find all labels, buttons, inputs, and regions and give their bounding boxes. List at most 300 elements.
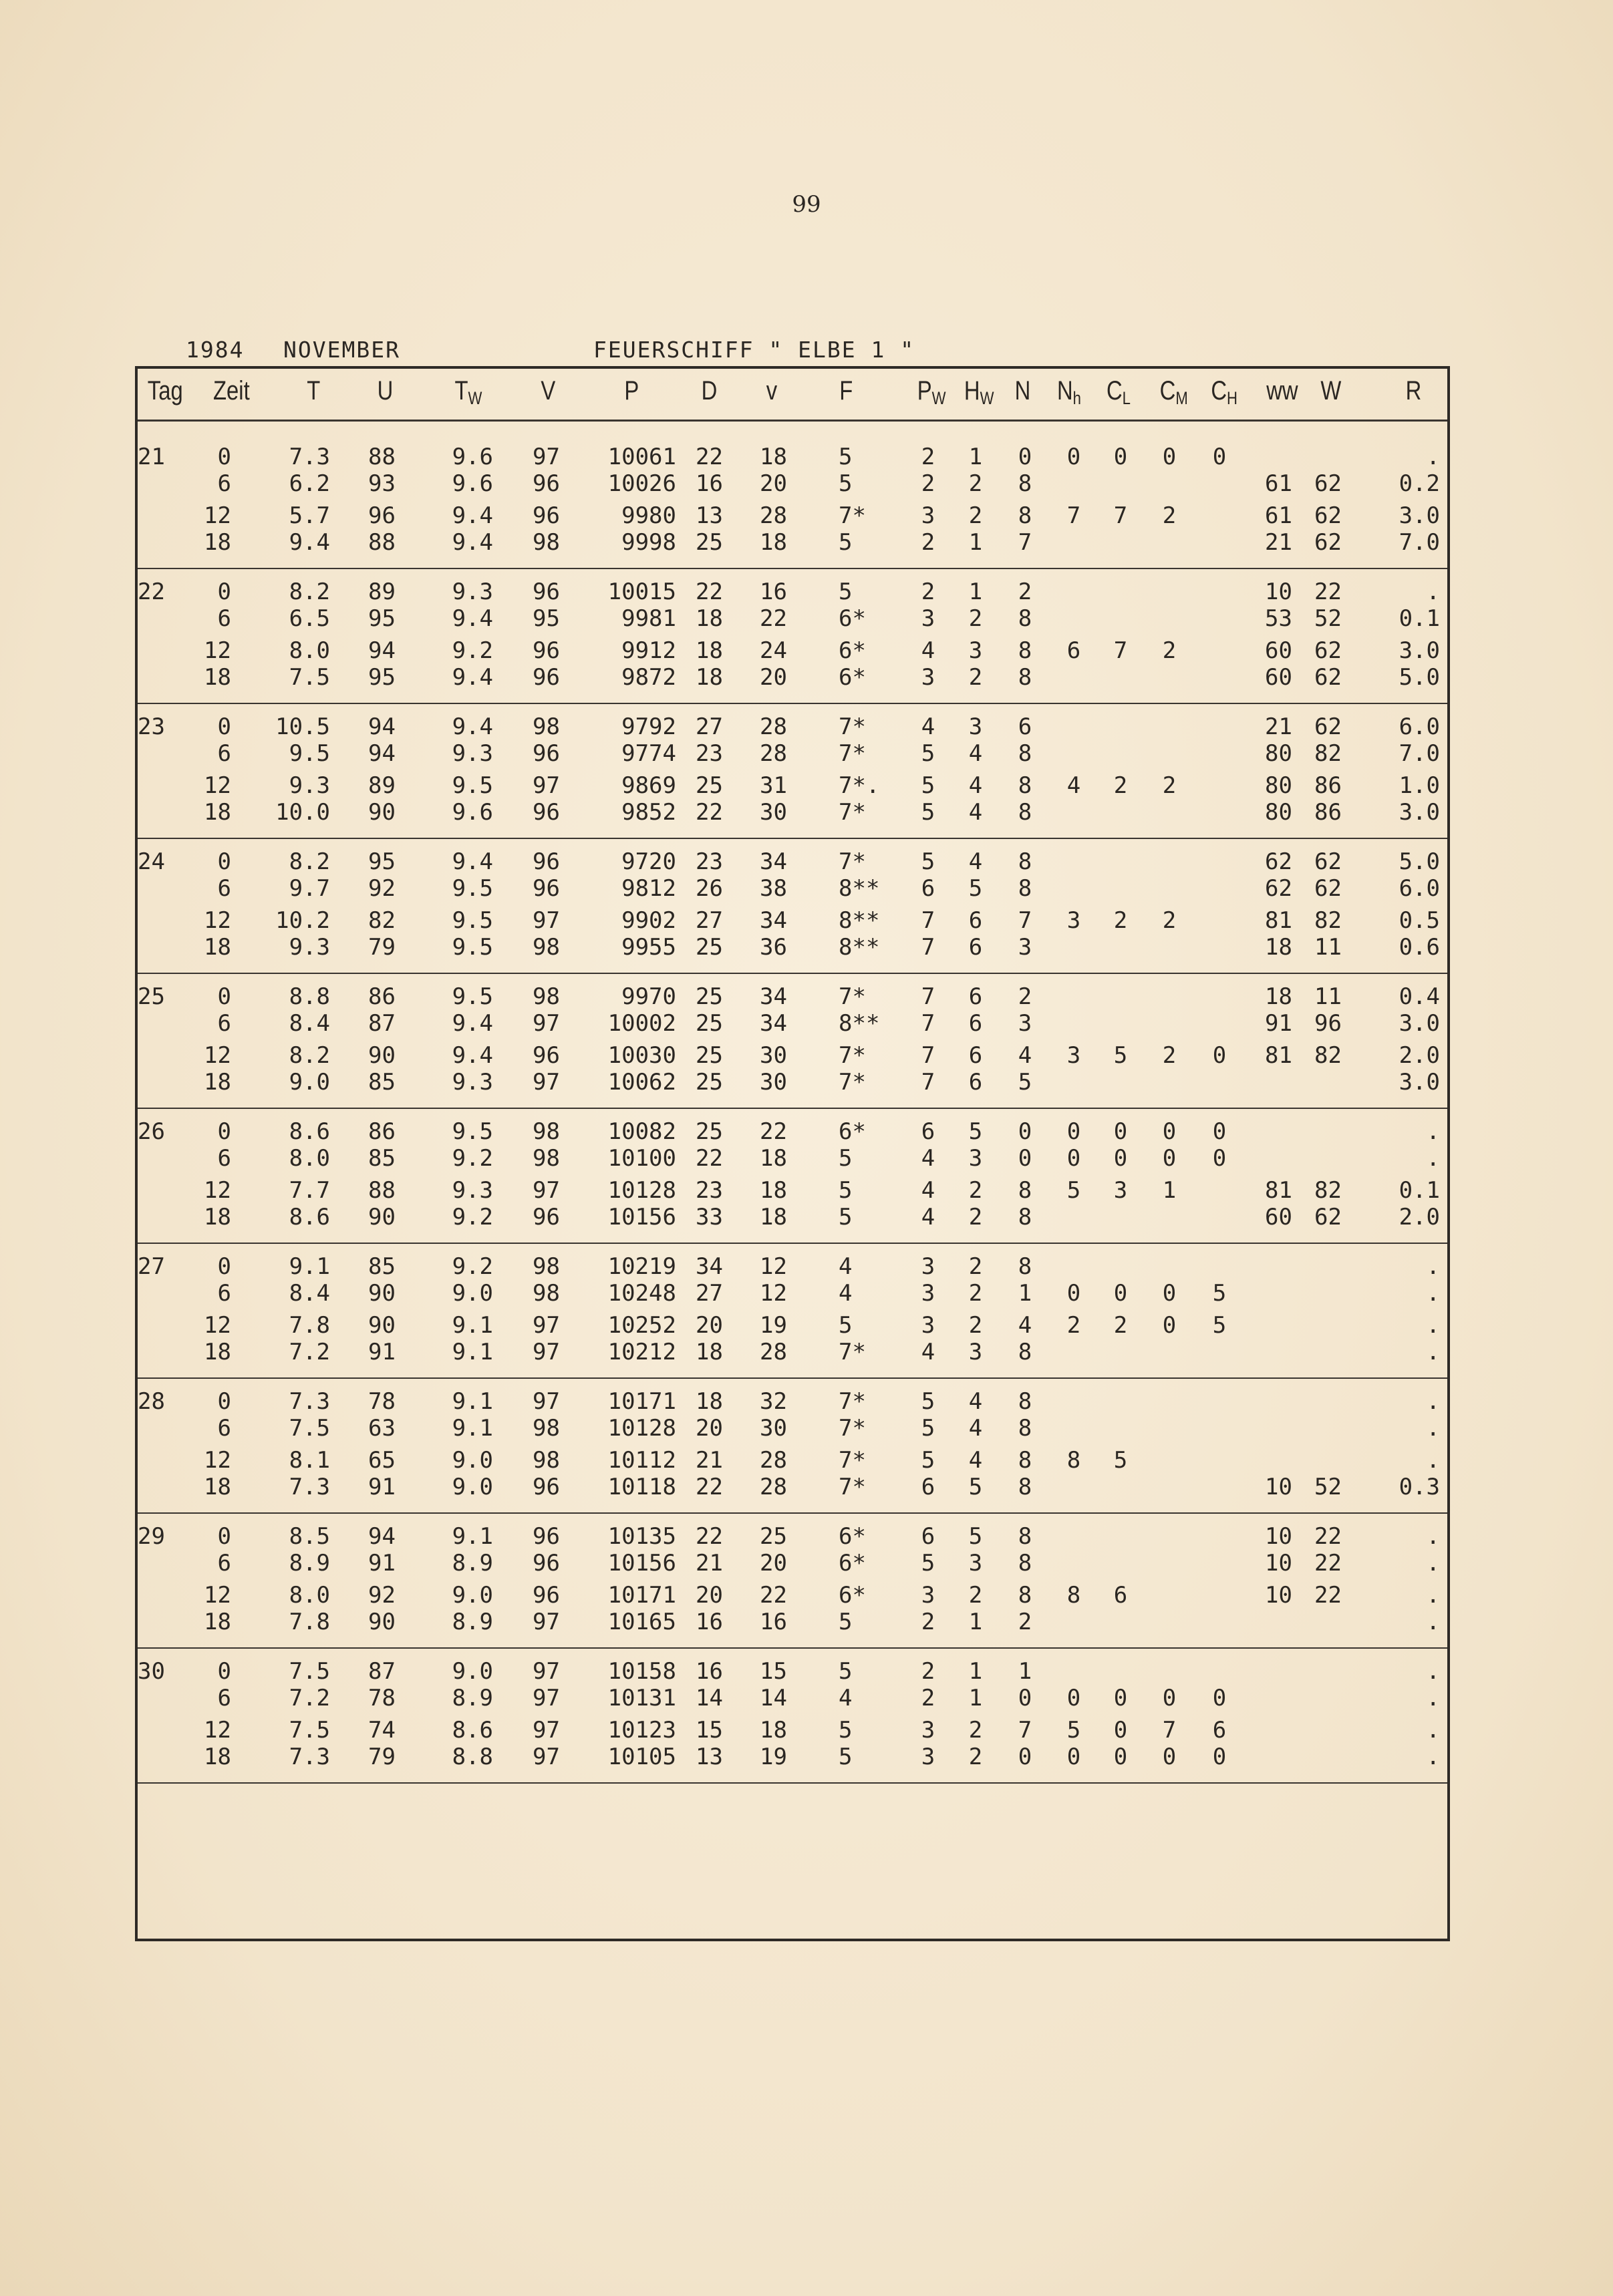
cell-tw: 9.3 [452, 740, 493, 767]
cell-t: 8.2 [289, 579, 330, 605]
cell-p: 10061 [607, 444, 676, 470]
cell-t: 7.2 [289, 1685, 330, 1711]
cell-d: 15 [696, 1717, 723, 1744]
cell-p: 10171 [607, 1388, 676, 1415]
cell-p: 9980 [621, 502, 676, 529]
cell-pw: 5 [921, 772, 935, 799]
cell-zeit: 18 [204, 1744, 231, 1770]
cell-hw: 5 [968, 875, 983, 902]
cell-r: 2.0 [1399, 1204, 1440, 1231]
cell-vv: 15 [760, 1658, 787, 1685]
cell-n: 8 [1018, 740, 1032, 767]
cell-w: 62 [1314, 664, 1342, 691]
cell-u: 94 [368, 1523, 396, 1550]
cell-r: . [1426, 1523, 1440, 1550]
cell-v: 96 [533, 1042, 560, 1069]
cell-cm: 0 [1162, 444, 1177, 470]
cell-n: 8 [1018, 502, 1032, 529]
cell-f: 5 [839, 1145, 853, 1172]
cell-ww: 81 [1265, 1042, 1292, 1069]
cell-tw: 8.9 [452, 1609, 493, 1635]
cell-t: 7.3 [289, 1744, 330, 1770]
cell-r: 0.3 [1399, 1474, 1440, 1500]
cell-w: 52 [1314, 1474, 1342, 1500]
cell-p: 9970 [621, 983, 676, 1010]
cell-f: 8** [839, 934, 880, 961]
cell-n: 2 [1018, 983, 1032, 1010]
cell-zeit: 18 [204, 1069, 231, 1096]
column-header-n: N [1014, 376, 1031, 405]
cell-d: 22 [696, 1523, 723, 1550]
cell-v: 98 [533, 983, 560, 1010]
cell-zeit: 12 [204, 502, 231, 529]
cell-t: 7.3 [289, 1474, 330, 1500]
cell-zeit: 6 [217, 740, 231, 767]
column-header-v: V [541, 376, 556, 405]
cell-tw: 9.0 [452, 1447, 493, 1474]
cell-zeit: 6 [217, 1280, 231, 1307]
cell-d: 16 [696, 1658, 723, 1685]
cell-f: 7* [839, 1474, 866, 1500]
cell-ww: 60 [1265, 1204, 1292, 1231]
cell-f: 4 [839, 1685, 853, 1711]
column-header-t: T [307, 376, 321, 405]
cell-p: 10171 [607, 1582, 676, 1609]
cell-pw: 4 [921, 1339, 935, 1365]
cell-pw: 6 [921, 875, 935, 902]
cell-v: 96 [533, 1474, 560, 1500]
cell-ww: 80 [1265, 772, 1292, 799]
cell-t: 8.0 [289, 1145, 330, 1172]
column-header-p: P [624, 376, 639, 405]
cell-d: 22 [696, 579, 723, 605]
cell-vv: 19 [760, 1744, 787, 1770]
cell-pw: 5 [921, 1388, 935, 1415]
cell-n: 8 [1018, 1204, 1032, 1231]
cell-f: 7* [839, 1415, 866, 1442]
column-header-d: D [701, 376, 718, 405]
cell-n: 8 [1018, 1253, 1032, 1280]
cell-vv: 25 [760, 1523, 787, 1550]
cell-d: 22 [696, 444, 723, 470]
cell-zeit: 12 [204, 1042, 231, 1069]
cell-v: 97 [533, 772, 560, 799]
cell-v: 96 [533, 848, 560, 875]
cell-t: 7.5 [289, 1717, 330, 1744]
cell-tw: 9.1 [452, 1339, 493, 1365]
cell-p: 9955 [621, 934, 676, 961]
cell-p: 10002 [607, 1010, 676, 1037]
cell-t: 6.2 [289, 470, 330, 497]
cell-tw: 8.9 [452, 1685, 493, 1711]
cell-pw: 6 [921, 1474, 935, 1500]
cell-v: 96 [533, 1550, 560, 1577]
cell-f: 4 [839, 1280, 853, 1307]
cell-zeit: 6 [217, 1010, 231, 1037]
cell-r: 3.0 [1399, 799, 1440, 826]
cell-f: 6* [839, 1523, 866, 1550]
cell-pw: 6 [921, 1118, 935, 1145]
cell-n: 0 [1018, 1145, 1032, 1172]
cell-u: 86 [368, 1118, 396, 1145]
day-separator [138, 838, 1447, 839]
cell-f: 5 [839, 470, 853, 497]
cell-tw: 9.5 [452, 983, 493, 1010]
cell-p: 10165 [607, 1609, 676, 1635]
cell-u: 90 [368, 799, 396, 826]
cell-ww: 53 [1265, 605, 1292, 632]
cell-zeit: 18 [204, 529, 231, 556]
cell-zeit: 6 [217, 1550, 231, 1577]
cell-tw: 9.5 [452, 875, 493, 902]
cell-r: 3.0 [1399, 637, 1440, 664]
cell-v: 96 [533, 502, 560, 529]
cell-hw: 6 [968, 1010, 983, 1037]
cell-cm: 2 [1162, 772, 1177, 799]
cell-f: 7* [839, 983, 866, 1010]
cell-nh: 0 [1066, 1118, 1081, 1145]
cell-zeit: 12 [204, 1312, 231, 1339]
cell-w: 11 [1314, 983, 1342, 1010]
cell-n: 2 [1018, 579, 1032, 605]
column-header-hw: $H_W$ [964, 376, 994, 408]
cell-f: 5 [839, 1609, 853, 1635]
cell-u: 88 [368, 444, 396, 470]
cell-u: 87 [368, 1010, 396, 1037]
column-header-pw: $P_W$ [917, 376, 946, 408]
cell-d: 20 [696, 1582, 723, 1609]
cell-ww: 21 [1265, 713, 1292, 740]
cell-zeit: 18 [204, 934, 231, 961]
cell-tw: 9.5 [452, 772, 493, 799]
cell-r: 0.5 [1399, 907, 1440, 934]
cell-p: 10248 [607, 1280, 676, 1307]
cell-tw: 9.0 [452, 1280, 493, 1307]
cell-v: 97 [533, 1177, 560, 1204]
cell-cm: 0 [1162, 1744, 1177, 1770]
cell-t: 7.8 [289, 1312, 330, 1339]
cell-n: 8 [1018, 799, 1032, 826]
cell-v: 98 [533, 1280, 560, 1307]
cell-r: . [1426, 1312, 1440, 1339]
cell-v: 96 [533, 664, 560, 691]
cell-zeit: 0 [217, 1658, 231, 1685]
cell-p: 10131 [607, 1685, 676, 1711]
cell-r: . [1426, 1145, 1440, 1172]
cell-ww: 91 [1265, 1010, 1292, 1037]
cell-hw: 3 [968, 1550, 983, 1577]
cell-t: 7.7 [289, 1177, 330, 1204]
cell-n: 8 [1018, 1474, 1032, 1500]
cell-d: 25 [696, 1010, 723, 1037]
cell-cl: 0 [1113, 1685, 1128, 1711]
cell-p: 10026 [607, 470, 676, 497]
cell-hw: 6 [968, 1069, 983, 1096]
cell-ww: 21 [1265, 529, 1292, 556]
cell-n: 8 [1018, 1550, 1032, 1577]
cell-ch: 0 [1212, 1042, 1227, 1069]
cell-n: 8 [1018, 1339, 1032, 1365]
cell-w: 62 [1314, 502, 1342, 529]
cell-zeit: 6 [217, 1145, 231, 1172]
column-header-tw: $T_W$ [454, 376, 482, 408]
cell-r: . [1426, 1339, 1440, 1365]
cell-v: 96 [533, 637, 560, 664]
cell-ww: 61 [1265, 470, 1292, 497]
cell-f: 5 [839, 579, 853, 605]
cell-f: 6* [839, 637, 866, 664]
cell-cm: 7 [1162, 1717, 1177, 1744]
cell-v: 98 [533, 934, 560, 961]
cell-p: 10112 [607, 1447, 676, 1474]
cell-ch: 0 [1212, 1685, 1227, 1711]
cell-t: 7.5 [289, 664, 330, 691]
cell-cm: 0 [1162, 1118, 1177, 1145]
cell-d: 16 [696, 1609, 723, 1635]
cell-pw: 7 [921, 1010, 935, 1037]
cell-nh: 8 [1066, 1447, 1081, 1474]
cell-r: . [1426, 579, 1440, 605]
cell-r: . [1426, 1685, 1440, 1711]
cell-hw: 4 [968, 772, 983, 799]
cell-hw: 2 [968, 470, 983, 497]
cell-v: 98 [533, 1145, 560, 1172]
cell-zeit: 6 [217, 1415, 231, 1442]
cell-pw: 3 [921, 605, 935, 632]
cell-t: 10.5 [275, 713, 330, 740]
cell-n: 0 [1018, 444, 1032, 470]
cell-cl: 7 [1113, 502, 1128, 529]
cell-t: 10.2 [275, 907, 330, 934]
cell-w: 62 [1314, 529, 1342, 556]
cell-u: 95 [368, 605, 396, 632]
cell-pw: 5 [921, 1550, 935, 1577]
cell-vv: 34 [760, 907, 787, 934]
cell-vv: 38 [760, 875, 787, 902]
cell-p: 10015 [607, 579, 676, 605]
cell-cl: 5 [1113, 1447, 1128, 1474]
cell-u: 65 [368, 1447, 396, 1474]
cell-r: . [1426, 1550, 1440, 1577]
cell-f: 8** [839, 875, 880, 902]
cell-pw: 7 [921, 934, 935, 961]
cell-r: 5.0 [1399, 664, 1440, 691]
cell-vv: 19 [760, 1312, 787, 1339]
cell-hw: 2 [968, 1744, 983, 1770]
cell-r: . [1426, 1582, 1440, 1609]
cell-zeit: 0 [217, 444, 231, 470]
cell-r: 0.1 [1399, 1177, 1440, 1204]
cell-t: 8.2 [289, 848, 330, 875]
cell-pw: 2 [921, 1658, 935, 1685]
cell-ww: 10 [1265, 579, 1292, 605]
cell-tw: 9.6 [452, 799, 493, 826]
cell-tw: 9.5 [452, 934, 493, 961]
cell-u: 85 [368, 1253, 396, 1280]
day-separator [138, 973, 1447, 974]
column-header-zeit: Zeit [212, 376, 250, 405]
cell-v: 97 [533, 1717, 560, 1744]
cell-f: 5 [839, 1204, 853, 1231]
cell-tw: 9.2 [452, 1204, 493, 1231]
cell-u: 85 [368, 1069, 396, 1096]
cell-nh: 0 [1066, 1280, 1081, 1307]
cell-u: 86 [368, 983, 396, 1010]
cell-u: 90 [368, 1204, 396, 1231]
cell-ch: 5 [1212, 1312, 1227, 1339]
cell-r: . [1426, 444, 1440, 470]
cell-pw: 4 [921, 1177, 935, 1204]
cell-ww: 60 [1265, 637, 1292, 664]
cell-zeit: 18 [204, 1339, 231, 1365]
cell-f: 7* [839, 799, 866, 826]
cell-tw: 9.3 [452, 1069, 493, 1096]
cell-n: 8 [1018, 875, 1032, 902]
cell-zeit: 12 [204, 1582, 231, 1609]
cell-v: 96 [533, 1523, 560, 1550]
cell-r: . [1426, 1280, 1440, 1307]
cell-d: 25 [696, 529, 723, 556]
cell-t: 8.6 [289, 1118, 330, 1145]
cell-nh: 0 [1066, 444, 1081, 470]
day-label: 22 [138, 579, 165, 605]
cell-tw: 9.6 [452, 444, 493, 470]
cell-zeit: 0 [217, 713, 231, 740]
cell-r: 5.0 [1399, 848, 1440, 875]
cell-ww: 10 [1265, 1550, 1292, 1577]
cell-r: 7.0 [1399, 740, 1440, 767]
cell-hw: 6 [968, 1042, 983, 1069]
cell-r: . [1426, 1447, 1440, 1474]
cell-f: 8** [839, 907, 880, 934]
cell-r: 2.0 [1399, 1042, 1440, 1069]
cell-v: 97 [533, 1339, 560, 1365]
cell-w: 22 [1314, 1523, 1342, 1550]
cell-hw: 3 [968, 1145, 983, 1172]
cell-hw: 2 [968, 1717, 983, 1744]
day-separator [138, 1647, 1447, 1649]
cell-nh: 3 [1066, 907, 1081, 934]
cell-w: 11 [1314, 934, 1342, 961]
cell-f: 5 [839, 444, 853, 470]
cell-d: 14 [696, 1685, 723, 1711]
cell-pw: 2 [921, 1609, 935, 1635]
cell-tw: 9.3 [452, 1177, 493, 1204]
cell-vv: 24 [760, 637, 787, 664]
cell-hw: 6 [968, 934, 983, 961]
cell-u: 90 [368, 1609, 396, 1635]
cell-nh: 8 [1066, 1582, 1081, 1609]
column-header-tag: Tag [147, 376, 183, 405]
column-header-cm: $C_M$ [1159, 376, 1188, 408]
day-label: 29 [138, 1523, 165, 1550]
cell-nh: 4 [1066, 772, 1081, 799]
cell-hw: 4 [968, 848, 983, 875]
cell-d: 21 [696, 1550, 723, 1577]
cell-v: 98 [533, 1253, 560, 1280]
cell-f: 7* [839, 1042, 866, 1069]
cell-cl: 2 [1113, 907, 1128, 934]
cell-tw: 9.4 [452, 664, 493, 691]
cell-r: 6.0 [1399, 875, 1440, 902]
cell-t: 7.2 [289, 1339, 330, 1365]
cell-n: 0 [1018, 1685, 1032, 1711]
cell-u: 87 [368, 1658, 396, 1685]
cell-pw: 2 [921, 470, 935, 497]
cell-cm: 0 [1162, 1145, 1177, 1172]
cell-u: 79 [368, 934, 396, 961]
cell-r: 0.6 [1399, 934, 1440, 961]
cell-v: 98 [533, 1415, 560, 1442]
day-label: 26 [138, 1118, 165, 1145]
cell-ch: 0 [1212, 1744, 1227, 1770]
cell-t: 9.3 [289, 772, 330, 799]
cell-v: 96 [533, 875, 560, 902]
cell-f: 5 [839, 1312, 853, 1339]
cell-f: 6* [839, 1118, 866, 1145]
cell-hw: 5 [968, 1523, 983, 1550]
cell-tw: 9.0 [452, 1658, 493, 1685]
cell-p: 10105 [607, 1744, 676, 1770]
cell-hw: 6 [968, 907, 983, 934]
column-header-f: F [839, 376, 853, 405]
cell-hw: 1 [968, 529, 983, 556]
cell-pw: 5 [921, 1415, 935, 1442]
cell-f: 7* [839, 1339, 866, 1365]
column-header-cl: $C_L$ [1106, 376, 1131, 408]
cell-p: 10135 [607, 1523, 676, 1550]
day-separator [138, 1243, 1447, 1244]
day-label: 23 [138, 713, 165, 740]
cell-r: 3.0 [1399, 1010, 1440, 1037]
cell-v: 97 [533, 1069, 560, 1096]
cell-nh: 0 [1066, 1145, 1081, 1172]
cell-vv: 30 [760, 1042, 787, 1069]
cell-ch: 0 [1212, 1145, 1227, 1172]
cell-v: 98 [533, 529, 560, 556]
cell-tw: 9.4 [452, 529, 493, 556]
cell-zeit: 0 [217, 1388, 231, 1415]
cell-tw: 9.2 [452, 637, 493, 664]
column-header-ww: ww [1266, 376, 1298, 405]
cell-vv: 12 [760, 1280, 787, 1307]
cell-w: 62 [1314, 637, 1342, 664]
cell-p: 9998 [621, 529, 676, 556]
cell-n: 1 [1018, 1658, 1032, 1685]
cell-n: 7 [1018, 907, 1032, 934]
cell-pw: 7 [921, 1069, 935, 1096]
cell-zeit: 12 [204, 1177, 231, 1204]
cell-t: 8.8 [289, 983, 330, 1010]
cell-u: 90 [368, 1280, 396, 1307]
cell-vv: 30 [760, 1069, 787, 1096]
cell-pw: 4 [921, 1204, 935, 1231]
cell-hw: 5 [968, 1474, 983, 1500]
cell-d: 20 [696, 1312, 723, 1339]
cell-n: 8 [1018, 1523, 1032, 1550]
cell-vv: 30 [760, 1415, 787, 1442]
header-rule [138, 420, 1447, 422]
cell-tw: 9.1 [452, 1388, 493, 1415]
cell-w: 82 [1314, 907, 1342, 934]
cell-vv: 18 [760, 1204, 787, 1231]
cell-n: 4 [1018, 1042, 1032, 1069]
cell-zeit: 12 [204, 1447, 231, 1474]
cell-zeit: 0 [217, 579, 231, 605]
cell-zeit: 6 [217, 1685, 231, 1711]
cell-p: 10030 [607, 1042, 676, 1069]
cell-n: 5 [1018, 1069, 1032, 1096]
